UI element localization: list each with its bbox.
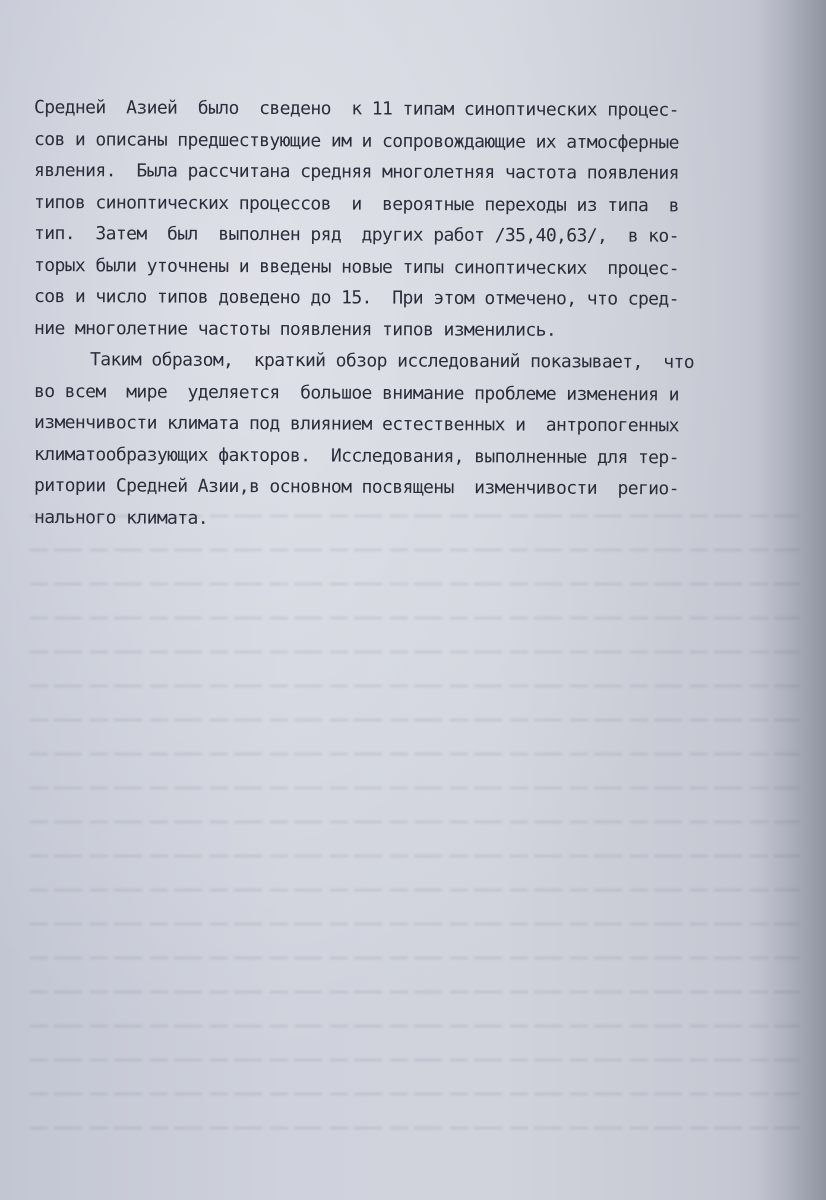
text-line: климатообразующих факторов. Исследования, выполненные для тер- <box>33 443 679 468</box>
text-line: изменчивости климата под влиянием естественных и антропогенных <box>33 412 679 437</box>
text-line: типов синоптических процессов и вероятные переходы из типа в <box>33 191 679 216</box>
text-line: Средней Азией было сведено к 11 типам синоптических процес- <box>33 97 679 121</box>
text-line: сов и число типов доведено до 15. При этом отмечено, что сред- <box>33 286 679 310</box>
text-line: явления. Была рассчитана средняя многолетняя частота появления <box>33 160 679 184</box>
text-line: во всем мире уделяется большое внимание проблеме изменения и <box>33 380 679 405</box>
paragraph-1 <box>34 92 794 344</box>
document-body <box>34 92 794 533</box>
text-line: тип. Затем был выполнен ряд других работ /35,40,63/, в ко- <box>33 223 679 247</box>
page-edge-shadow <box>756 0 826 1200</box>
text-line: нального климата. <box>33 506 209 529</box>
text-line: Таким образом, краткий обзор исследований показывает, что <box>89 349 695 373</box>
text-line: ритории Средней Азии,в основном посвящены изменчивости регио- <box>33 475 679 500</box>
text-line: сов и описаны предшествующие им и сопровождающие их атмосферные <box>33 128 679 153</box>
text-line: торых были уточнены и введены новые типы синоптических процес- <box>33 254 679 279</box>
paragraph-2 <box>34 344 794 533</box>
bleed-through-texture <box>30 515 800 1175</box>
text-line: ние многолетние частоты появления типов изменились. <box>33 317 557 341</box>
